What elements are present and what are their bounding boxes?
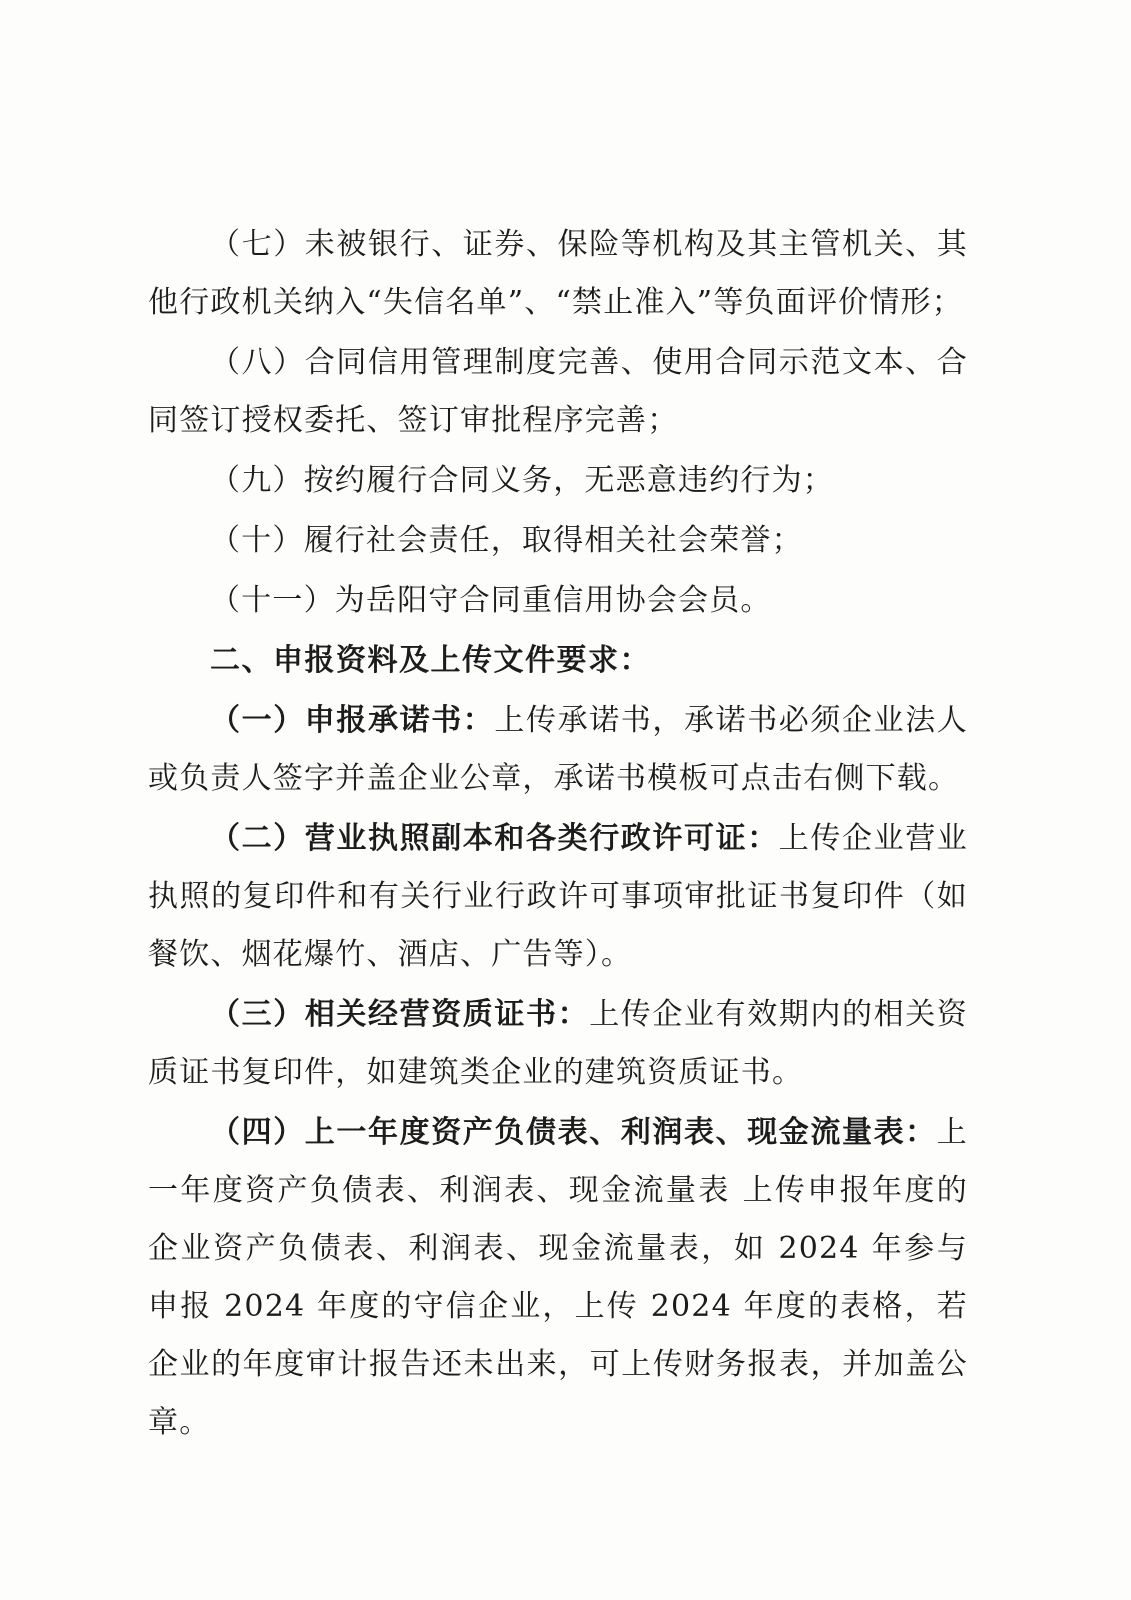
requirement-3 bbox=[148, 986, 968, 1102]
criterion-10: （十）履行社会责任，取得相关社会荣誉； bbox=[210, 523, 803, 558]
requirement-4-body: 上一年度资产负债表、利润表、现金流量表 上传申报年度的企业资产负债表、利润表、现金流量表，如 2024 年参与申报 2024 年度的守信企业，上传 2024 年度的表格，若企业的年度审计报告还未出来，可上传财务报表，并加盖公章。 bbox=[148, 1115, 968, 1440]
criterion-7: （七）未被银行、证券、保险等机构及其主管机关、其他行政机关纳入“失信名单”、“禁止准入”等负面评价情形； bbox=[148, 227, 968, 320]
criterion-8: （八）合同信用管理制度完善、使用合同示范文本、合同签订授权委托、签订审批程序完善； bbox=[148, 345, 968, 438]
requirement-2 bbox=[148, 810, 968, 984]
requirement-1-lead: （一）申报承诺书： bbox=[210, 703, 495, 738]
requirement-1-body: 上传承诺书，承诺书必须企业法人或负责人签字并盖企业公章，承诺书模板可点击右侧下载。 bbox=[148, 703, 968, 796]
requirement-3-body: 上传企业有效期内的相关资质证书复印件，如建筑类企业的建筑资质证书。 bbox=[148, 997, 968, 1090]
document-body bbox=[148, 216, 968, 1454]
requirement-4-lead: （四）上一年度资产负债表、利润表、现金流量表： bbox=[210, 1115, 937, 1150]
requirement-4 bbox=[148, 1104, 968, 1452]
requirement-2-body: 上传企业营业执照的复印件和有关行业行政许可事项审批证书复印件（如餐饮、烟花爆竹、酒店、广告等）。 bbox=[148, 821, 968, 972]
criterion-11: （十一）为岳阳守合同重信用协会会员。 bbox=[210, 583, 772, 618]
section-heading: 二、申报资料及上传文件要求： bbox=[210, 643, 651, 678]
criterion-9: （九）按约履行合同义务，无恶意违约行为； bbox=[210, 463, 834, 498]
requirement-2-lead: （二）营业执照副本和各类行政许可证： bbox=[210, 821, 779, 856]
requirement-3-lead: （三）相关经营资质证书： bbox=[210, 997, 590, 1032]
requirement-1 bbox=[148, 692, 968, 808]
